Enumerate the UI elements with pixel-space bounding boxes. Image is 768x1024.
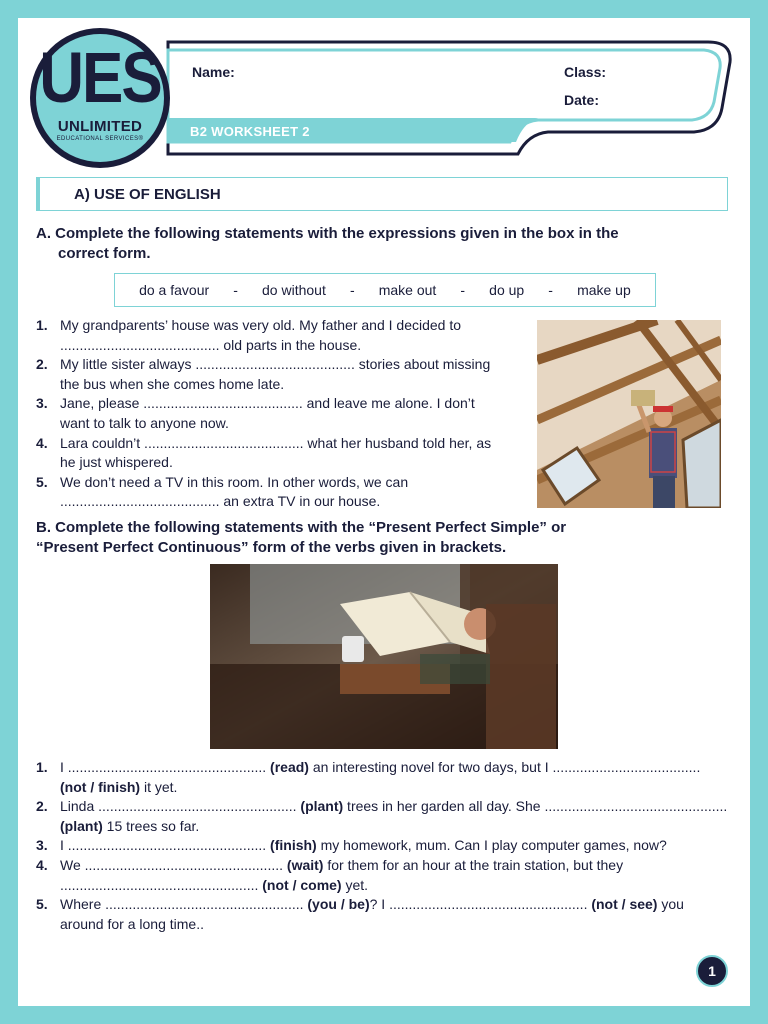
task-a-title xyxy=(36,224,619,264)
name-label: Name: xyxy=(192,64,235,80)
worksheet-label: B2 WORKSHEET 2 xyxy=(190,124,310,139)
page-number-badge: 1 xyxy=(696,955,728,987)
task-b-title-line2: “Present Perfect Continuous” form of the verbs given in brackets. xyxy=(36,539,507,556)
logo-subtitle: UNLIMITED xyxy=(57,118,143,135)
expression-word: do up xyxy=(489,282,525,298)
section-header xyxy=(36,177,728,211)
expression-separator: - xyxy=(349,282,355,298)
task-b-item-5: 5. Where ................................................... (you / be)? I ................................................... (not / see) you around for a long time.. xyxy=(36,896,684,932)
class-label: Class: xyxy=(564,64,607,80)
task-b-title-line1: B. Complete the following statements with the “Present Perfect Simple” or xyxy=(36,519,567,536)
task-b-title xyxy=(36,518,566,558)
expression-separator: - xyxy=(233,282,238,298)
task-a-item-1: 1. My grandparents’ house was very old. My father and I decided to ......................................... old parts in the house. xyxy=(36,317,462,353)
task-a-item-5: 5. We don’t need a TV in this room. In other words, we can ......................................... an extra TV in our house. xyxy=(36,473,409,510)
date-label: Date: xyxy=(564,92,600,108)
task-a-item-3: 3. Jane, please ......................................... and leave me alone. I don’t want to talk to anyone now. xyxy=(36,395,475,431)
expression-separator: - xyxy=(548,282,553,298)
section-title: A) USE OF ENGLISH xyxy=(74,186,221,203)
task-b-list xyxy=(36,758,736,934)
task-a-item-4: 4. Lara couldn’t ......................................... what her husband told her, as he just whispered. xyxy=(36,434,492,471)
task-b-item-4: 4. We ................................................... (wait) for them for an hour at the train station, but they ................................................... (not / come) yet. xyxy=(36,856,624,893)
worksheet-page xyxy=(18,18,750,1006)
task-b-item-1: 1. I ................................................... (read) an interesting novel for two days, but I ...................................... (not / finish) it yet. xyxy=(36,759,701,795)
expression-word: do without xyxy=(262,282,326,298)
expression-word: do a favour xyxy=(139,282,210,298)
expression-word: make out xyxy=(378,282,437,298)
reading-book-photo xyxy=(210,564,558,749)
task-a-title-line2: correct form. xyxy=(58,245,151,262)
expression-word: make up xyxy=(577,282,631,298)
task-a-title-line1: A. Complete the following statements with the expressions given in the box in the xyxy=(36,225,619,242)
task-b-item-3: 3. I ................................................... (finish) my homework, mum. Can I play computer games, now? xyxy=(36,837,667,854)
attic-renovation-photo xyxy=(537,320,721,508)
task-a-item-2: 2. My little sister always ......................................... stories about missing the bus when she comes home late. xyxy=(36,356,491,392)
expression-box xyxy=(114,273,656,307)
task-a-list xyxy=(36,316,536,512)
logo-text: UES xyxy=(39,38,161,119)
ues-logo xyxy=(30,28,170,168)
task-b-item-2: 2. Linda ................................................... (plant) trees in her garden all day. She ............................................... (plant) 15 trees so far. xyxy=(36,798,728,834)
expression-separator: - xyxy=(460,282,466,298)
logo-tagline: EDUCATIONAL SERVICES® xyxy=(56,136,144,142)
